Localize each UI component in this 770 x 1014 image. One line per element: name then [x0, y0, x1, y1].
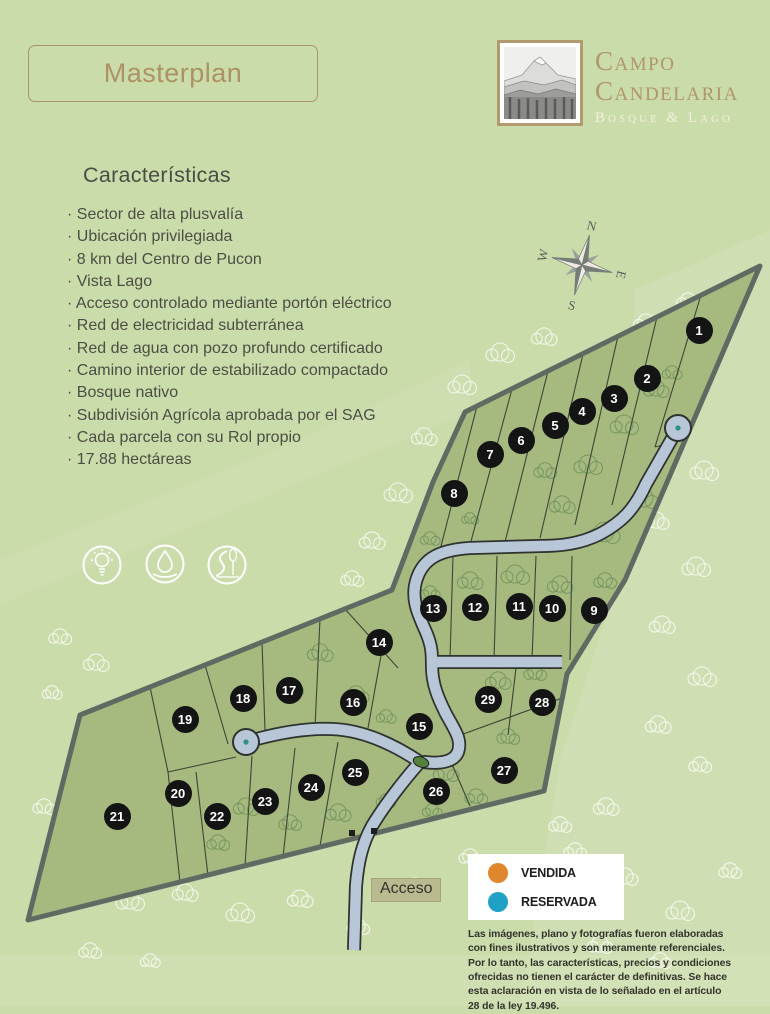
parcel-marker-8: 8: [441, 480, 468, 507]
parcel-marker-6: 6: [508, 427, 535, 454]
features-list: [67, 204, 487, 472]
features-heading: Características: [83, 163, 231, 187]
feature-item: · Red de electricidad subterránea: [67, 315, 487, 337]
parcel-marker-29: 29: [475, 686, 502, 713]
parcel-marker-13: 13: [420, 595, 447, 622]
parcel-marker-2: 2: [634, 365, 661, 392]
parcel-marker-14: 14: [366, 629, 393, 656]
parcel-marker-17: 17: [276, 677, 303, 704]
parcel-marker-26: 26: [423, 778, 450, 805]
parcel-marker-20: 20: [165, 780, 192, 807]
feature-item: · Subdivisión Agrícola aprobada por el SAG: [67, 405, 487, 427]
page-title: Masterplan: [103, 58, 243, 88]
feature-item: · Sector de alta plusvalía: [67, 204, 487, 226]
parcel-marker-22: 22: [204, 803, 231, 830]
legend-item: [488, 892, 624, 912]
feature-item: · Bosque nativo: [67, 382, 487, 404]
feature-item: · 8 km del Centro de Pucon: [67, 249, 487, 271]
parcel-marker-21: 21: [104, 803, 131, 830]
parcel-marker-12: 12: [462, 594, 489, 621]
parcel-marker-11: 11: [506, 593, 533, 620]
parcel-marker-10: 10: [539, 595, 566, 622]
parcel-marker-4: 4: [569, 398, 596, 425]
brand-logo: [497, 40, 583, 126]
parcel-marker-16: 16: [340, 689, 367, 716]
legal-disclaimer: Las imágenes, plano y fotografías fueron elaboradas con fines ilustrativos y son meramente referenciales. Por lo tanto, las características, precios y condiciones ofrecidas no tienen el carácter de definitivas. Se hace esta aclaración en vista de lo señalado en el artículo 28 de la ley 19.496.: [468, 929, 731, 1012]
feature-item: · Vista Lago: [67, 271, 487, 293]
parcel-marker-7: 7: [477, 441, 504, 468]
parcel-marker-19: 19: [172, 706, 199, 733]
feature-item: · Ubicación privilegiada: [67, 226, 487, 248]
access-road-label: Acceso: [371, 878, 441, 902]
legend-status-dot-icon: [488, 863, 508, 883]
legend-label: RESERVADA: [521, 894, 597, 909]
gate-post: [349, 830, 355, 836]
parcel-marker-1: 1: [686, 317, 713, 344]
parcel-marker-27: 27: [491, 757, 518, 784]
parcel-marker-28: 28: [529, 689, 556, 716]
feature-item: · Cada parcela con su Rol propio: [67, 427, 487, 449]
compass-rose-icon: [524, 207, 641, 324]
compass-w-label: W: [533, 247, 552, 263]
feature-item: · Red de agua con pozo profundo certificado: [67, 338, 487, 360]
brand-name-line1: Campo: [595, 46, 676, 76]
compass-e-label: E: [613, 269, 630, 281]
legend-label: VENDIDA: [521, 865, 576, 880]
brand-name-line2: Candelaria: [595, 76, 739, 106]
parcel-marker-25: 25: [342, 759, 369, 786]
compass-s-label: S: [566, 297, 578, 314]
parcel-marker-9: 9: [581, 597, 608, 624]
legend: [468, 854, 624, 920]
parcel-marker-5: 5: [542, 412, 569, 439]
parcel-marker-23: 23: [252, 788, 279, 815]
gate-post: [371, 828, 377, 834]
parcel-marker-15: 15: [406, 713, 433, 740]
feature-item: · 17.88 hectáreas: [67, 449, 487, 471]
parcel-marker-24: 24: [298, 774, 325, 801]
logo-mountain-art-icon: [504, 47, 576, 119]
compass-n-label: N: [585, 217, 599, 235]
parcel-marker-3: 3: [601, 385, 628, 412]
water-drop-icon: [147, 546, 184, 583]
parcel-marker-18: 18: [230, 685, 257, 712]
feature-item: · Acceso controlado mediante portón eléctrico: [67, 293, 487, 315]
legend-item: [488, 863, 624, 883]
brand-tagline: Bosque & Lago: [595, 110, 733, 126]
masterplan-title-box: [28, 45, 318, 102]
nature-road-icon: [209, 547, 246, 584]
legend-status-dot-icon: [488, 892, 508, 912]
brand-name: [595, 46, 770, 127]
feature-item: · Camino interior de estabilizado compactado: [67, 360, 487, 382]
